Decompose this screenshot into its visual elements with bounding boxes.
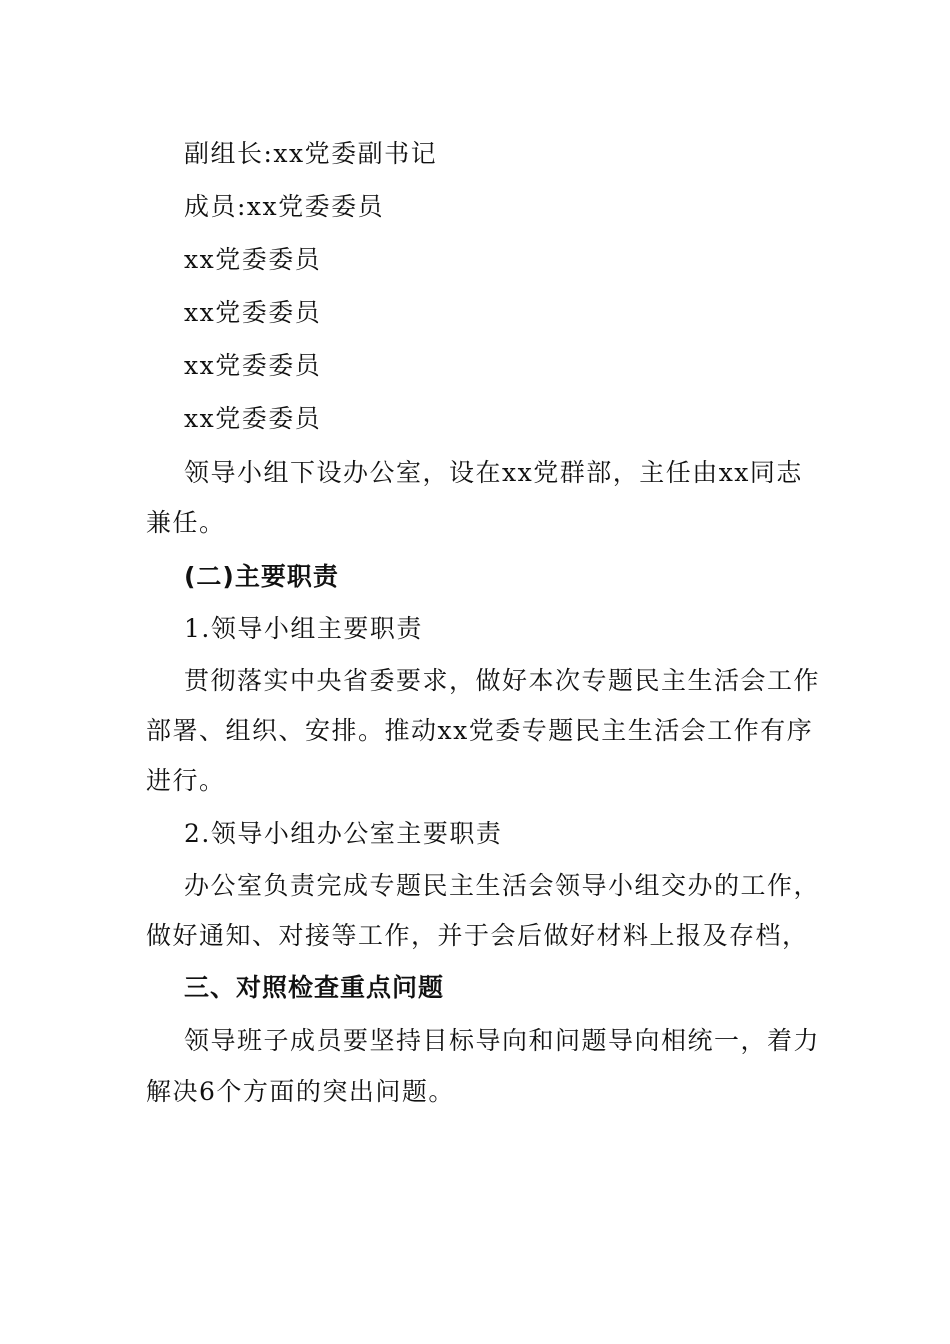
office-paragraph-line-2: 兼任。 [146, 508, 226, 537]
duty-item-2-line-1: 办公室负责完成专题民主生活会领导小组交办的工作， [184, 871, 821, 900]
members-line: 成员:xx党委委员 [184, 192, 385, 221]
duties-heading: (二)主要职责 [184, 562, 339, 591]
member-line: xx党委委员 [184, 298, 322, 327]
section-three-line-2: 解决6个方面的突出问题。 [146, 1077, 455, 1106]
duty-item-1-title: 1.领导小组主要职责 [184, 614, 423, 643]
section-three-heading: 三、对照检查重点问题 [184, 973, 445, 1002]
member-line: xx党委委员 [184, 404, 322, 433]
deputy-leader-line: 副组长:xx党委副书记 [184, 139, 438, 168]
duty-item-1-line-3: 进行。 [146, 766, 226, 795]
office-paragraph-line-1: 领导小组下设办公室，设在xx党群部，主任由xx同志 [184, 458, 803, 487]
duty-item-1-line-1: 贯彻落实中央省委要求，做好本次专题民主生活会工作 [184, 666, 821, 695]
member-line: xx党委委员 [184, 245, 322, 274]
duty-item-1-line-2: 部署、组织、安排。推动xx党委专题民主生活会工作有序 [146, 716, 814, 745]
section-three-line-1: 领导班子成员要坚持目标导向和问题导向相统一，着力 [184, 1026, 821, 1055]
member-line: xx党委委员 [184, 351, 322, 380]
duty-item-2-title: 2.领导小组办公室主要职责 [184, 819, 503, 848]
duty-item-2-line-2: 做好通知、对接等工作，并于会后做好材料上报及存档， [146, 921, 809, 950]
